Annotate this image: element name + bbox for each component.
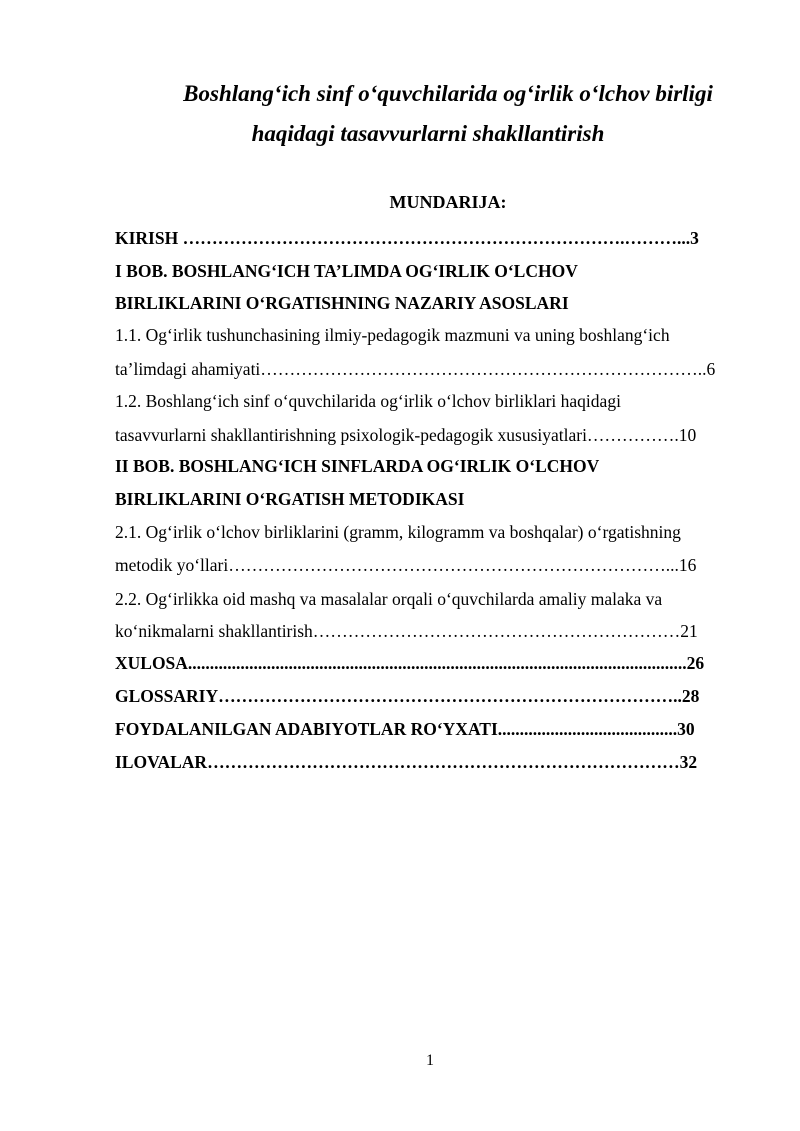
toc-section-1-1-line-2: ta’limdagi ahamiyati…………………………………………………………………..6 — [115, 359, 716, 379]
toc-heading: MUNDARIJA: — [389, 192, 507, 212]
document-title-line-1: Boshlang‘ich sinf o‘quvchilarida og‘irlik o‘lchov birligi — [183, 81, 713, 106]
toc-entry-glossariy: GLOSSARIY……………………………………………………………………..28 — [115, 686, 700, 706]
toc-section-1-2-line-2: tasavvurlarni shakllantirishning psixologik-pedagogik xususiyatlari…………….10 — [115, 425, 697, 445]
toc-chapter-1-line-2: BIRLIKLARINI O‘RGATISHNING NAZARIY ASOSLARI — [115, 293, 569, 313]
toc-entry-xulosa: XULOSA..................................................................................................................26 — [115, 653, 705, 673]
page-number: 1 — [426, 1052, 434, 1069]
toc-section-2-1-line-1: 2.1. Og‘irlik o‘lchov birliklarini (gramm, kilogramm va boshqalar) o‘rgatishning — [115, 522, 681, 542]
toc-section-1-2-line-1: 1.2. Boshlang‘ich sinf o‘quvchilarida og‘irlik o‘lchov birliklari haqidagi — [115, 391, 621, 411]
toc-chapter-2-line-1: II BOB. BOSHLANG‘ICH SINFLARDA OG‘IRLIK O‘LCHOV — [115, 456, 600, 476]
toc-entry-kirish: KIRISH ………………………………………………………………….………...3 — [115, 228, 699, 248]
toc-section-2-2-line-1: 2.2. Og‘irlikka oid mashq va masalalar orqali o‘quvchilarda amaliy malaka va — [115, 589, 663, 609]
toc-chapter-2-line-2: BIRLIKLARINI O‘RGATISH METODIKASI — [115, 489, 465, 509]
toc-section-2-2-line-2: ko‘nikmalarni shakllantirish………………………………………………………21 — [115, 621, 698, 641]
toc-section-2-1-line-2: metodik yo‘llari…………………………………………………………………...16 — [115, 555, 697, 575]
toc-entry-ilovalar: ILOVALAR………………………………………………………………………32 — [115, 752, 698, 772]
toc-section-1-1-line-1: 1.1. Og‘irlik tushunchasining ilmiy-pedagogik mazmuni va uning boshlang‘ich — [115, 325, 670, 345]
toc-chapter-1-line-1: I BOB. BOSHLANG‘ICH TA’LIMDA OG‘IRLIK O‘LCHOV — [115, 261, 578, 281]
toc-entry-adabiyotlar: FOYDALANILGAN ADABIYOTLAR RO‘YXATI.........................................30 — [115, 719, 695, 739]
document-title-line-2: haqidagi tasavvurlarni shakllantirish — [251, 121, 605, 146]
